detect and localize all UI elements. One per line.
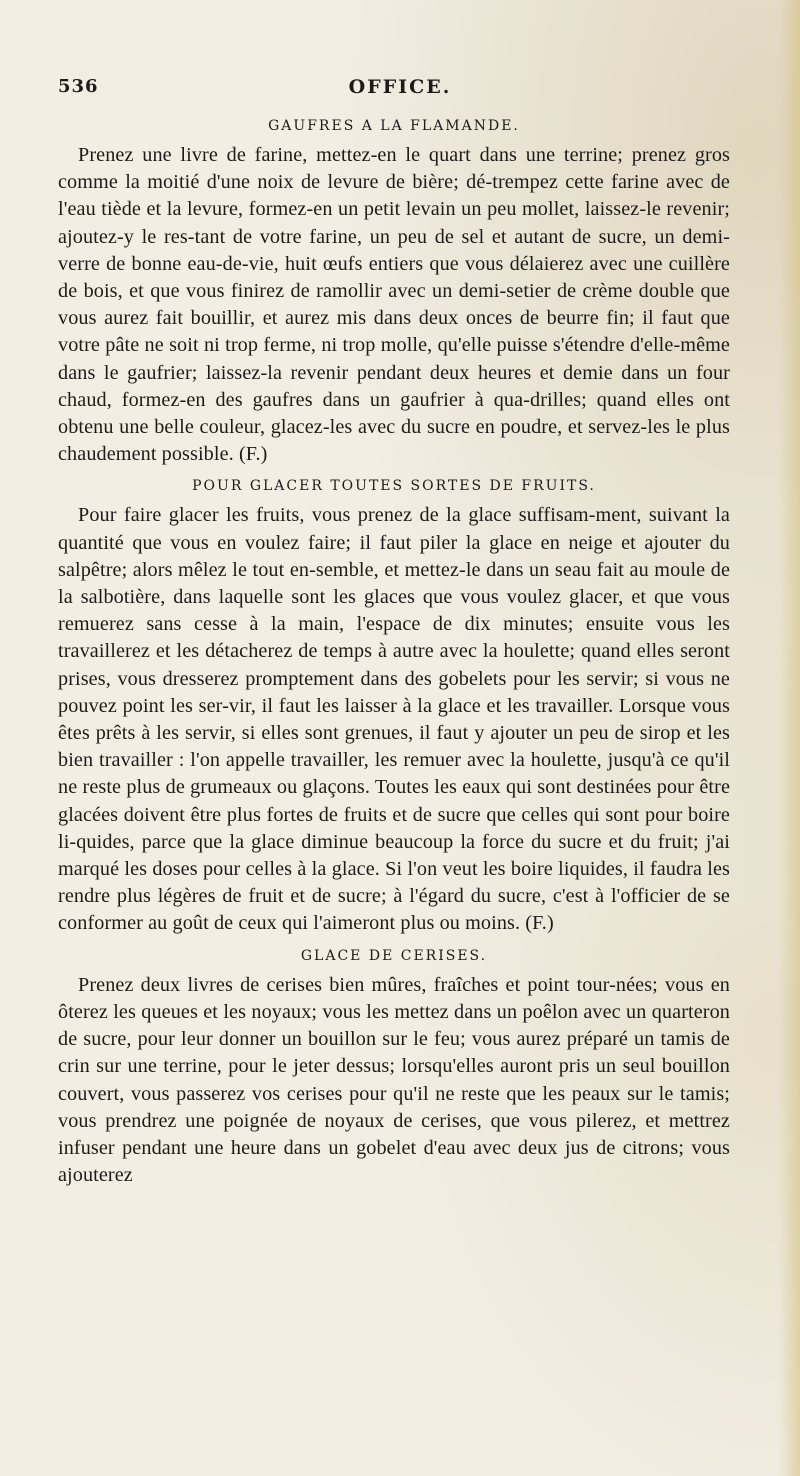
section-title-glace-cerises: GLACE DE CERISES.	[300, 947, 488, 964]
section-text-glacer-fruits: Pour faire glacer les fruits, vous prenez de la glace suffisam-ment, suivant la quantité que vous en voulez faire; il faut piler la glace en neige et ajouter du salpêtre; alors mêlez le tout en-semble, et mettez-le dans un seau fait au moule de la salbotière, dans laquelle sont les glaces que vous voulez glacer, et que vous remuerez sans cesse à la main, l'espace de dix minutes; ensuite vous les travaillerez et les détacherez de temps à autre avec la houlette; quand elles seront prises, vous dresserez promptement dans des gobelets pour les servir; si vous ne pouvez point les ser-vir, il faut les laisser à la glace et les travailler. Lorsque vous êtes prêts à les servir, si elles sont grenues, il faut y ajouter un peu de sirop et les bien travailler : l'on appelle travailler, les remuer avec la houlette, jusqu'à ce qu'il ne reste plus de grumeaux ou glaçons. Toutes les eaux qui sont destinées pour être glacées doivent être plus fortes de fruits et de sucre que celles qui sont pour boire li-quides, parce que la glace diminue beaucoup la force du sucre et du fruit; j'ai marqué les doses pour celles à la glace. Si l'on veut les boire liquides, il faudra les rendre plus légères de fruit et de sucre; à l'égard du sucre, c'est à l'officier de se conformer au goût de ceux qui l'aimeront plus ou moins. (F.)	[58, 504, 730, 935]
page-content	[58, 116, 730, 1197]
running-head	[0, 76, 800, 100]
section-title-glacer-fruits: POUR GLACER TOUTES SORTES DE FRUITS.	[192, 478, 596, 495]
section-text-gaufres: Prenez une livre de farine, mettez-en le quart dans une terrine; prenez gros comme la moitié d'une noix de levure de bière; dé-trempez cette farine avec de l'eau tiède et la levure, formez-en un petit levain un peu mollet, laissez-le revenir; ajoutez-y le res-tant de votre farine, un peu de sel et autant de sucre, un demi-verre de bonne eau-de-vie, huit œufs entiers que vous délaierez avec une cuillère de bois, et que vous finirez de ramollir avec un demi-setier de crème double que vous aurez fait bouillir, et aurez mis dans deux onces de beurre fin; il faut que votre pâte ne soit ni trop ferme, ni trop molle, qu'elle puisse s'étendre d'elle-même dans le gaufrier; laissez-la revenir pendant deux heures et demie dans un four chaud, formez-en des gaufres dans un gaufrier à qua-drilles; quand elles ont obtenu une belle couleur, glacez-les avec du sucre en poudre, et servez-les le plus chaudement possible. (F.)	[58, 144, 730, 466]
page-edge-stain	[778, 0, 800, 1476]
section-text-glace-cerises: Prenez deux livres de cerises bien mûres, fraîches et point tour-nées; vous en ôterez les queues et les noyaux; vous les mettez dans un poêlon avec un quarteron de sucre, pour leur donner un bouillon sur le feu; vous aurez préparé un tamis de crin sur une terrine, pour le jeter dessus; lorsqu'elles auront pris un seul bouillon couvert, vous passerez vos cerises pour qu'il ne reste que les peaux sur le tamis; vous prendrez une poignée de noyaux de cerises, que vous pilerez, et mettrez infuser pendant une heure dans un gobelet d'eau avec deux jus de citrons; vous ajouterez	[58, 973, 730, 1187]
section-title-gaufres: GAUFRES A LA FLAMANDE.	[268, 118, 520, 134]
page-number: 536	[58, 76, 99, 97]
running-title: OFFICE.	[348, 76, 452, 98]
